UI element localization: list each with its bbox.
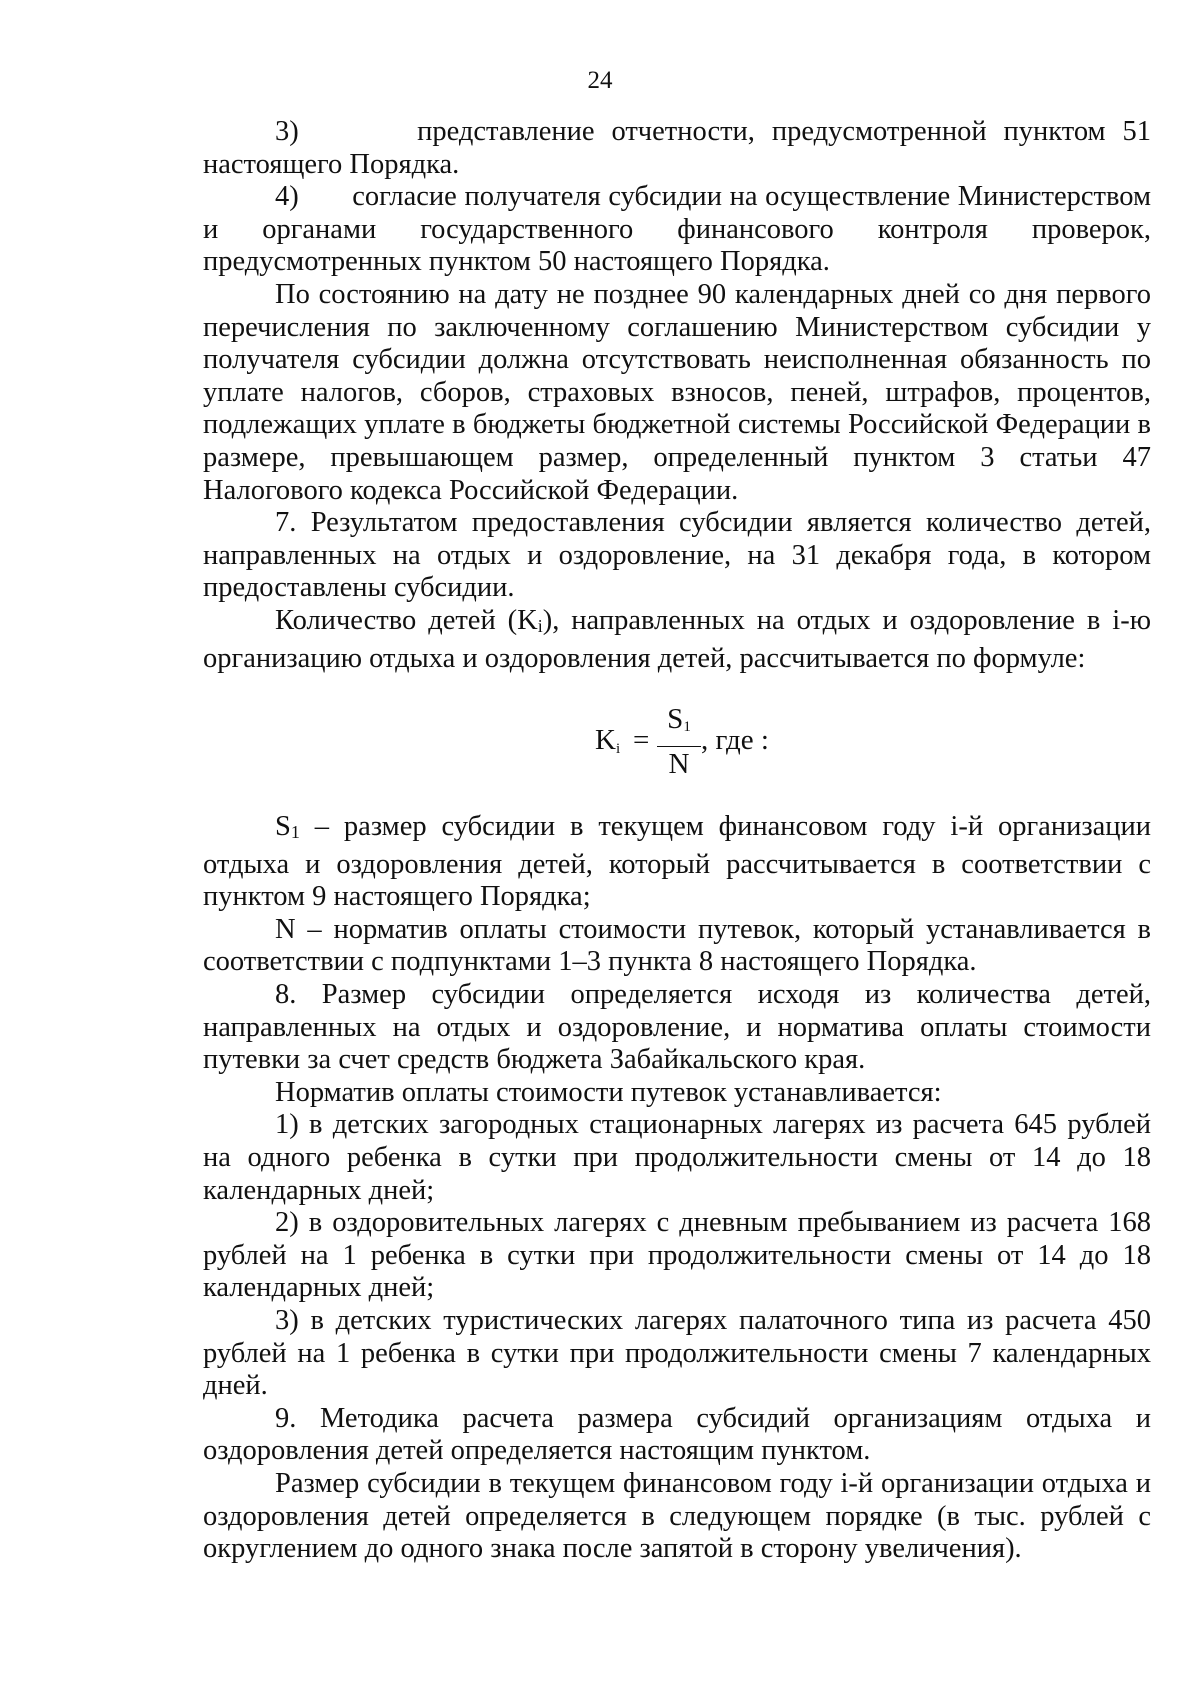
document-body [203,116,1151,1566]
paragraph-item-3-reporting: 3) представление отчетности, предусмотренной пунктом 51 настоящего Порядка. [203,116,1151,180]
formula-tail: , где : [701,724,769,757]
formula-fraction [657,702,701,781]
page-number: 24 [587,67,613,94]
paragraph-item-4-consent: 4) согласие получателя субсидии на осуществление Министерством и органами государственного финансового контроля проверок, предусмотренных пунктом 50 настоящего Порядка. [203,181,1151,278]
paragraph-children-count [203,605,1151,675]
paragraph-norm-intro: Норматив оплаты стоимости путевок устанавливается: [275,1076,942,1108]
subscript: i [537,615,543,636]
text-fragment: – размер субсидии в текущем финансовом году i-й организации отдыха и оздоровления детей, который рассчитывается в соответствии с пунктом 9 настоящего Порядка; [203,811,1151,913]
paragraph-n-definition: N – норматив оплаты стоимости путевок, который устанавливается в соответствии с подпунктами 1–3 пункта 8 настоящего Порядка. [203,913,1151,978]
formula-equals: = [633,724,650,757]
text-fragment: Количество детей (K [275,604,538,636]
formula-numerator [657,702,701,744]
formula-numerator-subscript: 1 [683,719,691,736]
paragraph-tax-obligations: По состоянию на дату не позднее 90 календарных дней со дня первого перечисления по заключенному соглашению Министерством субсидии у получателя субсидии должна отсутствовать неисполненная обязанность по уплате налогов, сборов, страховых взносов, пеней, штрафов, процентов, подлежащих уплате в бюджеты бюджетной системы Российской Федерации в размере, превышающем размер, определенный пунктом 3 статьи 47 Налогового кодекса Российской Федерации. [203,278,1151,506]
formula-block [203,675,1151,811]
formula-denominator: N [668,748,690,781]
paragraph-s1-definition [203,811,1151,914]
paragraph-norm-3: 3) в детских туристических лагерях палаточного типа из расчета 450 рублей на 1 ребенка в сутки при продолжительности смены 7 календарных дней. [203,1305,1151,1402]
paragraph-section-7: 7. Результатом предоставления субсидии является количество детей, направленных на отдых и оздоровление, на 31 декабря года, в котором предоставлены субсидии. [203,507,1151,604]
paragraph-norm-2: 2) в оздоровительных лагерях с дневным пребыванием из расчета 168 рублей на 1 ребенка в сутки при продолжительности смены от 14 до 18 календарных дней; [203,1207,1151,1304]
subscript: 1 [290,822,300,843]
paragraph-section-9: 9. Методика расчета размера субсидий организациям отдыха и оздоровления детей определяется настоящим пунктом. [203,1402,1151,1467]
text-fragment: S [275,811,291,843]
paragraph-subsidy-size: Размер субсидии в текущем финансовом году i-й организации отдыха и оздоровления детей определяется в следующем порядке (в тыс. рублей с округлением до одного знака после запятой в сторону увеличения). [203,1467,1151,1565]
text-fragment: ), направленных на отдых и оздоровление в i-ю организацию отдыха и оздоровления детей, рассчитывается по формуле: [203,604,1151,674]
formula-lhs-symbol: K [595,724,616,757]
paragraph-section-8: 8. Размер субсидии определяется исходя из количества детей, направленных на отдых и оздоровление, и норматива оплаты стоимости путевки за счет средств бюджета Забайкальского края. [203,979,1151,1076]
formula-lhs-subscript: i [615,741,621,758]
formula-lhs [595,724,620,766]
formula-numerator-symbol: S [667,703,684,736]
paragraph-norm-1: 1) в детских загородных стационарных лагерях из расчета 645 рублей на одного ребенка в сутки при продолжительности смены от 14 до 18 календарных дней; [203,1109,1151,1206]
